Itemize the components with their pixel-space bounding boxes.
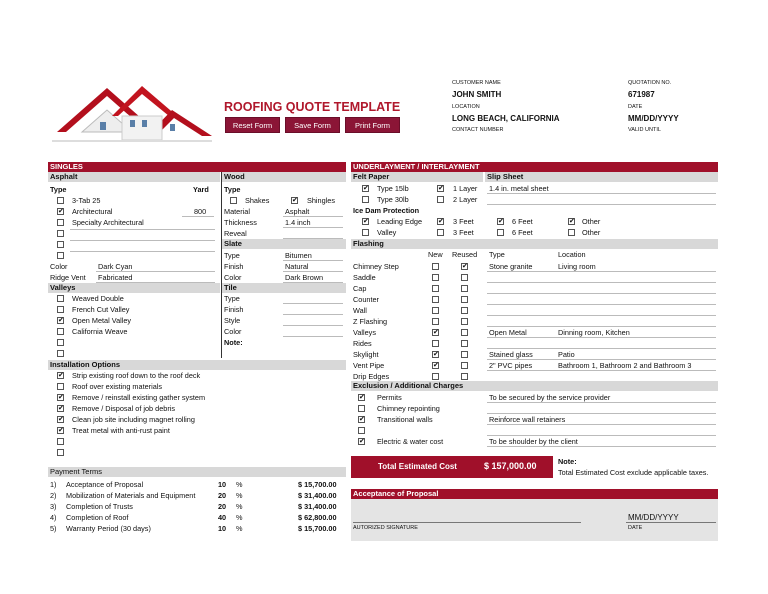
flashing-row-label: Z Flashing	[353, 317, 388, 326]
checkbox[interactable]	[432, 318, 439, 325]
payment-label: Warranty Period (30 days)	[66, 524, 151, 533]
location-label: LOCATION	[452, 104, 480, 110]
location-value[interactable]: LONG BEACH, CALIFORNIA	[452, 114, 560, 123]
slip-sheet-header: Slip Sheet	[485, 172, 718, 182]
other-label: Other	[582, 217, 601, 226]
total-note-label: Note:	[558, 457, 577, 466]
install-item: Clean job site including magnet rolling	[72, 415, 195, 424]
checkbox[interactable]	[362, 196, 369, 203]
checkbox[interactable]	[461, 307, 468, 314]
print-button[interactable]: Print Form	[345, 117, 400, 133]
payment-percent-sign: %	[236, 513, 243, 522]
checkbox[interactable]	[432, 296, 439, 303]
checkbox[interactable]	[362, 218, 369, 225]
install-item: Roof over existing materials	[72, 382, 163, 391]
checkbox[interactable]	[461, 373, 468, 380]
payment-header: Payment Terms	[48, 467, 346, 477]
checkbox[interactable]	[437, 196, 444, 203]
signature-label: AUTORIZED SIGNATURE	[353, 525, 418, 531]
felt-type-15: Type 15lb	[377, 184, 409, 193]
checkbox[interactable]	[432, 329, 439, 336]
date-value[interactable]: MM/DD/YYYY	[628, 114, 679, 123]
customer-name-label: CUSTOMER NAME	[452, 80, 501, 86]
tile-color-label: Color	[224, 327, 242, 336]
flash-type[interactable]: Stained glass	[489, 350, 533, 359]
payment-percent-sign: %	[236, 502, 243, 511]
checkbox[interactable]	[497, 218, 504, 225]
payment-percent: 40	[218, 513, 227, 522]
tile-finish-label: Finish	[224, 305, 244, 314]
flashing-row-label: Drip Edges	[353, 372, 390, 381]
ridge-vent-value[interactable]: Fabricated	[98, 273, 133, 282]
payment-amount: $ 15,700.00	[298, 480, 337, 489]
feet-3: 3 Feet	[453, 217, 474, 226]
shingles-label: Shingles	[307, 196, 335, 205]
checkbox[interactable]	[57, 394, 64, 401]
flashing-row-label: Vent Pipe	[353, 361, 385, 370]
checkbox[interactable]	[57, 449, 64, 456]
payment-label: Acceptance of Proposal	[66, 480, 144, 489]
feet-3: 3 Feet	[453, 228, 474, 237]
checkbox[interactable]	[432, 351, 439, 358]
flash-type[interactable]: Open Metal	[489, 328, 527, 337]
checkbox[interactable]	[57, 372, 64, 379]
flash-location[interactable]: Patio	[558, 350, 575, 359]
slate-type-label: Type	[224, 251, 240, 260]
layer-1: 1 Layer	[453, 184, 478, 193]
checkbox[interactable]	[57, 317, 64, 324]
checkbox[interactable]	[57, 328, 64, 335]
checkbox[interactable]	[568, 218, 575, 225]
ridge-vent-label: Ridge Vent	[50, 273, 86, 282]
slate-header: Slate	[222, 239, 346, 249]
checkbox[interactable]	[291, 197, 298, 204]
checkbox[interactable]	[57, 383, 64, 390]
payment-percent: 20	[218, 502, 227, 511]
thickness-value[interactable]: 1.4 inch	[285, 218, 311, 227]
payment-percent: 10	[218, 524, 227, 533]
install-item: Strip existing roof down to the roof deck	[72, 371, 201, 380]
payment-label: Mobilization of Materials and Equipment	[66, 491, 196, 500]
wood-type-label: Type	[224, 185, 241, 194]
payment-number: 4)	[50, 513, 57, 522]
checkbox[interactable]	[358, 394, 365, 401]
color-value[interactable]: Dark Cyan	[98, 262, 133, 271]
flash-location[interactable]: Bathroom 1, Bathroom 2 and Bathroom 3	[558, 361, 692, 370]
checkbox[interactable]	[461, 329, 468, 336]
leading-edge-label: Leading Edge	[377, 217, 423, 226]
location-col: Location	[558, 250, 586, 259]
contact-label: CONTACT NUMBER	[452, 127, 504, 133]
exclusion-label: Chimney repointing	[377, 404, 440, 413]
exclusion-label: Electric & water cost	[377, 437, 444, 446]
underlayment-header: UNDERLAYMENT / INTERLAYMENT	[351, 162, 718, 172]
checkbox[interactable]	[461, 340, 468, 347]
exclusion-note[interactable]: Reinforce wall retainers	[489, 415, 566, 424]
acceptance-header: Acceptance of Proposal	[351, 489, 718, 499]
install-item: Remove / reinstall existing gather system	[72, 393, 206, 402]
flashing-row-label: Rides	[353, 339, 372, 348]
checkbox[interactable]	[57, 208, 64, 215]
tile-style-label: Style	[224, 316, 241, 325]
payment-label: Completion of Trusts	[66, 502, 133, 511]
checkbox[interactable]	[362, 229, 369, 236]
flash-type[interactable]: 2" PVC pipes	[489, 361, 533, 370]
checkbox[interactable]	[437, 229, 444, 236]
date-label: DATE	[628, 104, 643, 110]
checkbox[interactable]	[461, 362, 468, 369]
house-logo	[52, 80, 212, 146]
checkbox[interactable]	[461, 351, 468, 358]
payment-amount: $ 62,800.00	[298, 513, 337, 522]
asphalt-item: Specialty Architectural	[72, 218, 144, 227]
valid-until-label: VALID UNTIL	[628, 127, 661, 133]
checkbox[interactable]	[437, 218, 444, 225]
type-col: Type	[489, 250, 505, 259]
checkbox[interactable]	[432, 285, 439, 292]
payment-number: 5)	[50, 524, 57, 533]
type-label: Type	[50, 185, 67, 194]
tile-note-label: Note:	[224, 338, 243, 347]
checkbox[interactable]	[230, 197, 237, 204]
checkbox[interactable]	[57, 339, 64, 346]
checkbox[interactable]	[432, 340, 439, 347]
flashing-row-label: Counter	[353, 295, 379, 304]
checkbox[interactable]	[461, 263, 468, 270]
checkbox[interactable]	[432, 274, 439, 281]
material-label: Material	[224, 207, 250, 216]
flashing-row-label: Wall	[353, 306, 367, 315]
payment-number: 2)	[50, 491, 57, 500]
payment-amount: $ 31,400.00	[298, 491, 337, 500]
reveal-label: Reveal	[224, 229, 247, 238]
payment-percent-sign: %	[236, 491, 243, 500]
flashing-row-label: Chimney Step	[353, 262, 399, 271]
layer-2: 2 Layer	[453, 195, 478, 204]
reused-col: Reused	[452, 250, 478, 259]
felt-type-30: Type 30lb	[377, 195, 409, 204]
slate-finish-label: Finish	[224, 262, 244, 271]
flashing-row-label: Cap	[353, 284, 367, 293]
flashing-header: Flashing	[351, 239, 718, 249]
flashing-row-label: Valleys	[353, 328, 376, 337]
checkbox[interactable]	[497, 229, 504, 236]
material-value[interactable]: Asphalt	[285, 207, 310, 216]
felt-paper-header: Felt Paper	[351, 172, 483, 182]
total-value: $ 157,000.00	[484, 461, 537, 471]
acceptance-date-value[interactable]: MM/DD/YYYY	[628, 513, 679, 522]
valley-item: Weaved Double	[72, 294, 124, 303]
exclusion-header: Exclusion / Additional Charges	[351, 381, 718, 391]
slate-color-value[interactable]: Dark Brown	[285, 273, 324, 282]
checkbox[interactable]	[461, 296, 468, 303]
checkbox[interactable]	[432, 373, 439, 380]
payment-number: 3)	[50, 502, 57, 511]
checkbox[interactable]	[57, 306, 64, 313]
checkbox[interactable]	[57, 230, 64, 237]
payment-label: Completion of Roof	[66, 513, 129, 522]
checkbox[interactable]	[57, 252, 64, 259]
slate-color-label: Color	[224, 273, 242, 282]
payment-amount: $ 31,400.00	[298, 502, 337, 511]
total-note: Total Estimated Cost exclude applicable taxes.	[558, 468, 709, 477]
checkbox[interactable]	[461, 274, 468, 281]
singles-header: SINGLES	[48, 162, 346, 172]
payment-amount: $ 15,700.00	[298, 524, 337, 533]
flashing-row-label: Skylight	[353, 350, 379, 359]
tile-header: Tile	[222, 283, 346, 293]
asphalt-item: 3-Tab 25	[72, 196, 101, 205]
feet-6: 6 Feet	[512, 228, 533, 237]
wood-header: Wood	[222, 172, 346, 182]
install-item: Remove / Disposal of job debris	[72, 404, 176, 413]
other-label: Other	[582, 228, 601, 237]
checkbox[interactable]	[432, 307, 439, 314]
checkbox[interactable]	[57, 405, 64, 412]
new-col: New	[428, 250, 443, 259]
payment-percent: 20	[218, 491, 227, 500]
slate-type-value[interactable]: Bitumen	[285, 251, 312, 260]
valley-item: California Weave	[72, 327, 128, 336]
flashing-row-label: Saddle	[353, 273, 376, 282]
customer-name[interactable]: JOHN SMITH	[452, 90, 502, 99]
save-button[interactable]: Save Form	[285, 117, 340, 133]
exclusion-label: Permits	[377, 393, 402, 402]
flash-location[interactable]: Living room	[558, 262, 596, 271]
payment-percent-sign: %	[236, 480, 243, 489]
exclusion-note[interactable]: To be secured by the service provider	[489, 393, 611, 402]
flash-type[interactable]: Stone granite	[489, 262, 533, 271]
ice-dam-label: Ice Dam Protection	[353, 206, 420, 215]
checkbox[interactable]	[362, 185, 369, 192]
valley-item: French Cut Valley	[72, 305, 130, 314]
checkbox[interactable]	[358, 427, 365, 434]
checkbox[interactable]	[57, 416, 64, 423]
checkbox[interactable]	[57, 295, 64, 302]
quotation-number[interactable]: 671987	[628, 90, 655, 99]
checkbox[interactable]	[437, 185, 444, 192]
shakes-label: Shakes	[245, 196, 270, 205]
checkbox[interactable]	[358, 438, 365, 445]
payment-percent-sign: %	[236, 524, 243, 533]
installation-header: Installation Options	[48, 360, 346, 370]
asphalt-item: Architectural	[72, 207, 113, 216]
checkbox[interactable]	[57, 350, 64, 357]
page-title: ROOFING QUOTE TEMPLATE	[224, 100, 401, 114]
asphalt-header: Asphalt	[48, 172, 220, 182]
checkbox[interactable]	[57, 427, 64, 434]
checkbox[interactable]	[432, 263, 439, 270]
flash-location[interactable]: Dinning room, Kitchen	[558, 328, 630, 337]
payment-number: 1)	[50, 480, 57, 489]
feet-6: 6 Feet	[512, 217, 533, 226]
checkbox[interactable]	[57, 197, 64, 204]
checkbox[interactable]	[57, 438, 64, 445]
valley-label: Valley	[377, 228, 397, 237]
yard-value[interactable]: 800	[194, 207, 207, 216]
checkbox[interactable]	[432, 362, 439, 369]
checkbox[interactable]	[568, 229, 575, 236]
checkbox[interactable]	[358, 416, 365, 423]
checkbox[interactable]	[358, 405, 365, 412]
reset-button[interactable]: Reset Form	[225, 117, 280, 133]
quotation-label: QUOTATION NO.	[628, 80, 672, 86]
checkbox[interactable]	[57, 241, 64, 248]
color-label: Color	[50, 262, 68, 271]
total-label: Total Estimated Cost	[378, 462, 457, 471]
valley-item: Open Metal Valley	[72, 316, 132, 325]
yard-label: Yard	[193, 185, 209, 194]
valleys-header: Valleys	[48, 283, 220, 293]
checkbox[interactable]	[461, 318, 468, 325]
acceptance-date-label: DATE	[628, 525, 643, 531]
thickness-label: Thickness	[224, 218, 257, 227]
checkbox[interactable]	[57, 219, 64, 226]
slate-finish-value[interactable]: Natural	[285, 262, 309, 271]
exclusion-note[interactable]: To be shoulder by the client	[489, 437, 578, 446]
slip-sheet-value[interactable]: 1.4 in. metal sheet	[489, 184, 549, 193]
tile-type-label: Type	[224, 294, 240, 303]
payment-percent: 10	[218, 480, 227, 489]
checkbox[interactable]	[461, 285, 468, 292]
install-item: Treat metal with anti-rust paint	[72, 426, 170, 435]
exclusion-label: Transitional walls	[377, 415, 433, 424]
